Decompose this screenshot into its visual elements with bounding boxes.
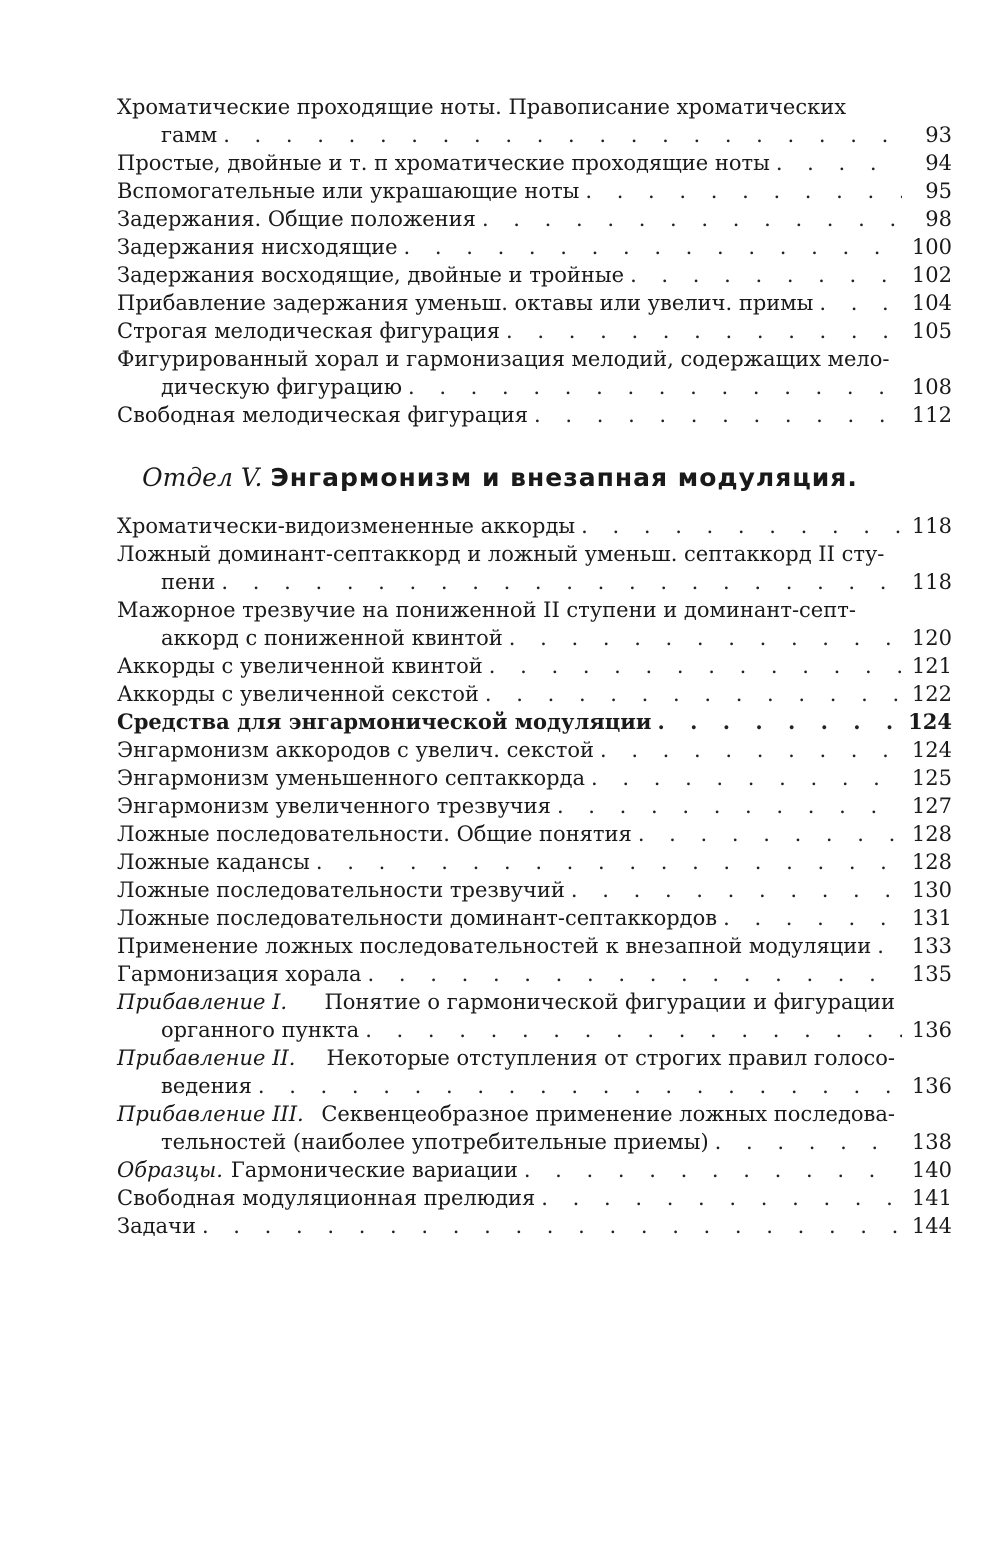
toc-entry xyxy=(117,680,952,708)
toc-entry xyxy=(117,149,952,177)
toc-entry-line xyxy=(117,121,952,149)
toc-entry-text: Ложные кадансы xyxy=(117,850,310,874)
section-label: Отдел V. xyxy=(142,463,263,492)
toc-entry xyxy=(117,876,952,904)
toc-entry-text: Применение ложных последовательностей к внезапной модуляции xyxy=(117,934,872,958)
page-number: 105 xyxy=(911,319,952,343)
page-number: 138 xyxy=(911,1130,952,1154)
dot-leader xyxy=(541,1184,902,1212)
toc-entry-line xyxy=(117,792,952,820)
toc-entry-text: Средства для энгармонической модуляции xyxy=(117,709,652,734)
toc-entry-line xyxy=(117,512,952,540)
toc-entry xyxy=(117,93,952,149)
toc-entry-line xyxy=(117,1072,952,1100)
toc-entry-prefix: Прибавление I. xyxy=(117,990,288,1014)
toc-entry-line xyxy=(117,820,952,848)
toc-entry-text: Ложный доминант-септаккорд и ложный уменьш. септаккорд II сту- xyxy=(117,542,885,566)
page-number: 100 xyxy=(911,235,952,259)
page-number: 118 xyxy=(911,514,952,538)
toc-entry-line xyxy=(117,624,952,652)
table-of-contents-bottom xyxy=(117,512,952,1240)
toc-entry-text: Свободная мелодическая фигурация xyxy=(117,403,529,427)
toc-entry-text: Строгая мелодическая фигурация xyxy=(117,319,501,343)
dot-leader xyxy=(485,680,902,708)
toc-entry-text: Мажорное трезвучие на пониженной II ступени и доминант-септ- xyxy=(117,598,856,622)
toc-entry xyxy=(117,848,952,876)
toc-entry-line xyxy=(117,1016,952,1044)
dot-leader xyxy=(600,736,902,764)
page-number: 118 xyxy=(911,570,952,594)
dot-leader xyxy=(534,401,902,429)
page-number: 128 xyxy=(911,822,952,846)
toc-entry-text: Секвенцеобразное применение ложных последова- xyxy=(321,1102,895,1126)
page-number: 133 xyxy=(911,934,952,958)
toc-entry-text: Хроматически-видоизмененные аккорды xyxy=(117,514,576,538)
toc-entry xyxy=(117,512,952,540)
section-title: Энгармонизм и внезапная модуляция. xyxy=(270,463,858,492)
dot-leader xyxy=(316,848,902,876)
toc-entry-text: дическую фигурацию xyxy=(161,375,402,399)
toc-entry-prefix: Прибавление III. xyxy=(117,1102,304,1126)
page-number: 130 xyxy=(911,878,952,902)
toc-entry xyxy=(117,1212,952,1240)
toc-entry-line xyxy=(117,1128,952,1156)
toc-entry-line xyxy=(117,1044,895,1072)
dot-leader xyxy=(404,233,902,261)
dot-leader xyxy=(408,373,902,401)
page-number: 128 xyxy=(911,850,952,874)
page-number: 94 xyxy=(925,151,952,175)
toc-entry-line xyxy=(117,932,952,960)
toc-entry-prefix: Прибавление II. xyxy=(117,1046,296,1070)
toc-entry xyxy=(117,708,952,736)
toc-entry-text: Простые, двойные и т. п хроматические проходящие ноты xyxy=(117,151,770,175)
toc-entry xyxy=(117,177,952,205)
dot-leader xyxy=(630,261,902,289)
toc-entry-text: Энгармонизм аккородов с увелич. секстой xyxy=(117,738,594,762)
toc-entry-text: Ложные последовательности. Общие понятия xyxy=(117,822,632,846)
toc-entry-text: гамм xyxy=(161,123,218,147)
dot-leader xyxy=(223,121,902,149)
toc-entry-text: Свободная модуляционная прелюдия xyxy=(117,1186,536,1210)
page-number: 136 xyxy=(911,1074,952,1098)
dot-leader xyxy=(657,708,902,736)
page-number: 125 xyxy=(911,766,952,790)
dot-leader xyxy=(819,289,902,317)
toc-entry-line xyxy=(117,540,895,568)
toc-entry-prefix: Образцы. xyxy=(117,1158,223,1182)
dot-leader xyxy=(368,960,902,988)
toc-entry-line xyxy=(117,848,952,876)
dot-leader xyxy=(591,764,902,792)
toc-entry-line xyxy=(117,1212,952,1240)
toc-entry-text: органного пункта xyxy=(161,1018,360,1042)
page-number: 121 xyxy=(911,654,952,678)
page-number: 108 xyxy=(911,375,952,399)
toc-entry-line xyxy=(117,1100,895,1128)
toc-entry xyxy=(117,1184,952,1212)
toc-entry xyxy=(117,792,952,820)
toc-entry-line xyxy=(117,876,952,904)
toc-entry-text: Задачи xyxy=(117,1214,196,1238)
toc-entry xyxy=(117,317,952,345)
toc-entry-text: Аккорды с увеличенной квинтой xyxy=(117,654,483,678)
toc-entry xyxy=(117,261,952,289)
dot-leader xyxy=(258,1072,902,1100)
toc-entry-text: ведения xyxy=(161,1074,252,1098)
toc-entry-line xyxy=(117,680,952,708)
toc-entry-text: Гармонизация хорала xyxy=(117,962,362,986)
toc-entry-line xyxy=(117,177,952,205)
page-number: 131 xyxy=(911,906,952,930)
toc-entry xyxy=(117,960,952,988)
toc-entry-text: Прибавление задержания уменьш. октавы или увелич. примы xyxy=(117,291,814,315)
toc-entry xyxy=(117,764,952,792)
toc-entry xyxy=(117,289,952,317)
toc-entry-line xyxy=(117,205,952,233)
toc-entry-text: тельностей (наиболее употребительные приемы) xyxy=(161,1130,709,1154)
toc-entry-line xyxy=(117,289,952,317)
dot-leader xyxy=(557,792,902,820)
toc-entry-text: Ложные последовательности трезвучий xyxy=(117,878,565,902)
toc-entry-line xyxy=(117,233,952,261)
toc-entry-line xyxy=(117,93,895,121)
toc-entry-line xyxy=(117,317,952,345)
toc-entry-line xyxy=(117,652,952,680)
toc-entry-line xyxy=(117,1184,952,1212)
dot-leader xyxy=(221,568,902,596)
page-number: 93 xyxy=(925,123,952,147)
toc-entry-text: Некоторые отступления от строгих правил голосо- xyxy=(326,1046,895,1070)
dot-leader xyxy=(365,1016,902,1044)
toc-entry-text: Задержания. Общие положения xyxy=(117,207,476,231)
toc-entry-text: Задержания нисходящие xyxy=(117,235,398,259)
toc-entry-text: Гармонические вариации xyxy=(230,1158,518,1182)
toc-entry xyxy=(117,1100,952,1156)
toc-entry-line xyxy=(117,373,952,401)
toc-entry-line xyxy=(117,596,895,624)
toc-entry xyxy=(117,205,952,233)
page-number: 136 xyxy=(911,1018,952,1042)
section-heading xyxy=(0,462,1000,494)
page-number: 120 xyxy=(911,626,952,650)
toc-entry xyxy=(117,820,952,848)
toc-entry xyxy=(117,904,952,932)
page-number: 140 xyxy=(911,1158,952,1182)
dot-leader xyxy=(524,1156,902,1184)
dot-leader xyxy=(715,1128,902,1156)
dot-leader xyxy=(723,904,902,932)
page-number: 95 xyxy=(925,179,952,203)
toc-entry-text: пени xyxy=(161,570,216,594)
toc-entry-line xyxy=(117,149,952,177)
toc-entry-text: Ложные последовательности доминант-септаккордов xyxy=(117,906,718,930)
toc-entry xyxy=(117,401,952,429)
toc-entry-line xyxy=(117,568,952,596)
dot-leader xyxy=(581,512,902,540)
toc-entry xyxy=(117,1044,952,1100)
page-number: 124 xyxy=(911,738,952,762)
toc-entry xyxy=(117,596,952,652)
toc-entry-line xyxy=(117,736,952,764)
toc-entry-line xyxy=(117,708,952,736)
toc-entry-text: Хроматические проходящие ноты. Правописание хроматических xyxy=(117,95,847,119)
toc-entry-line xyxy=(117,988,895,1016)
toc-entry-text: Задержания восходящие, двойные и тройные xyxy=(117,263,625,287)
dot-leader xyxy=(506,317,902,345)
toc-entry-text: Вспомогательные или украшающие ноты xyxy=(117,179,580,203)
toc-entry xyxy=(117,652,952,680)
toc-entry-text: Энгармонизм увеличенного трезвучия xyxy=(117,794,551,818)
page-number: 141 xyxy=(911,1186,952,1210)
page-number: 112 xyxy=(911,403,952,427)
dot-leader xyxy=(877,932,902,960)
dot-leader xyxy=(482,205,902,233)
toc-entry-line xyxy=(117,401,952,429)
toc-entry xyxy=(117,1156,952,1184)
page-number: 124 xyxy=(908,709,952,734)
page-number: 144 xyxy=(911,1214,952,1238)
toc-entry-line xyxy=(117,904,952,932)
table-of-contents-top xyxy=(117,93,952,429)
page-number: 104 xyxy=(911,291,952,315)
page-number: 127 xyxy=(911,794,952,818)
dot-leader xyxy=(509,624,902,652)
toc-entry xyxy=(117,345,952,401)
toc-entry-text: аккорд с пониженной квинтой xyxy=(161,626,503,650)
toc-entry-line xyxy=(117,764,952,792)
toc-entry xyxy=(117,988,952,1044)
page-number: 122 xyxy=(911,682,952,706)
toc-entry-line xyxy=(117,261,952,289)
page-number: 135 xyxy=(911,962,952,986)
toc-entry xyxy=(117,736,952,764)
dot-leader xyxy=(489,652,902,680)
toc-entry-text: Аккорды с увеличенной секстой xyxy=(117,682,479,706)
toc-entry-text: Фигурированный хорал и гармонизация мелодий, содержащих мело- xyxy=(117,347,890,371)
toc-entry-text: Энгармонизм уменьшенного септаккорда xyxy=(117,766,586,790)
dot-leader xyxy=(638,820,902,848)
dot-leader xyxy=(571,876,902,904)
toc-entry-line xyxy=(117,1156,952,1184)
toc-entry-line xyxy=(117,960,952,988)
toc-entry xyxy=(117,932,952,960)
page-number: 98 xyxy=(925,207,952,231)
toc-entry xyxy=(117,540,952,596)
toc-entry-line xyxy=(117,345,895,373)
dot-leader xyxy=(585,177,902,205)
dot-leader xyxy=(776,149,902,177)
toc-entry xyxy=(117,233,952,261)
page-number: 102 xyxy=(911,263,952,287)
toc-entry-text: Понятие о гармонической фигурации и фигурации xyxy=(324,990,895,1014)
dot-leader xyxy=(202,1212,902,1240)
